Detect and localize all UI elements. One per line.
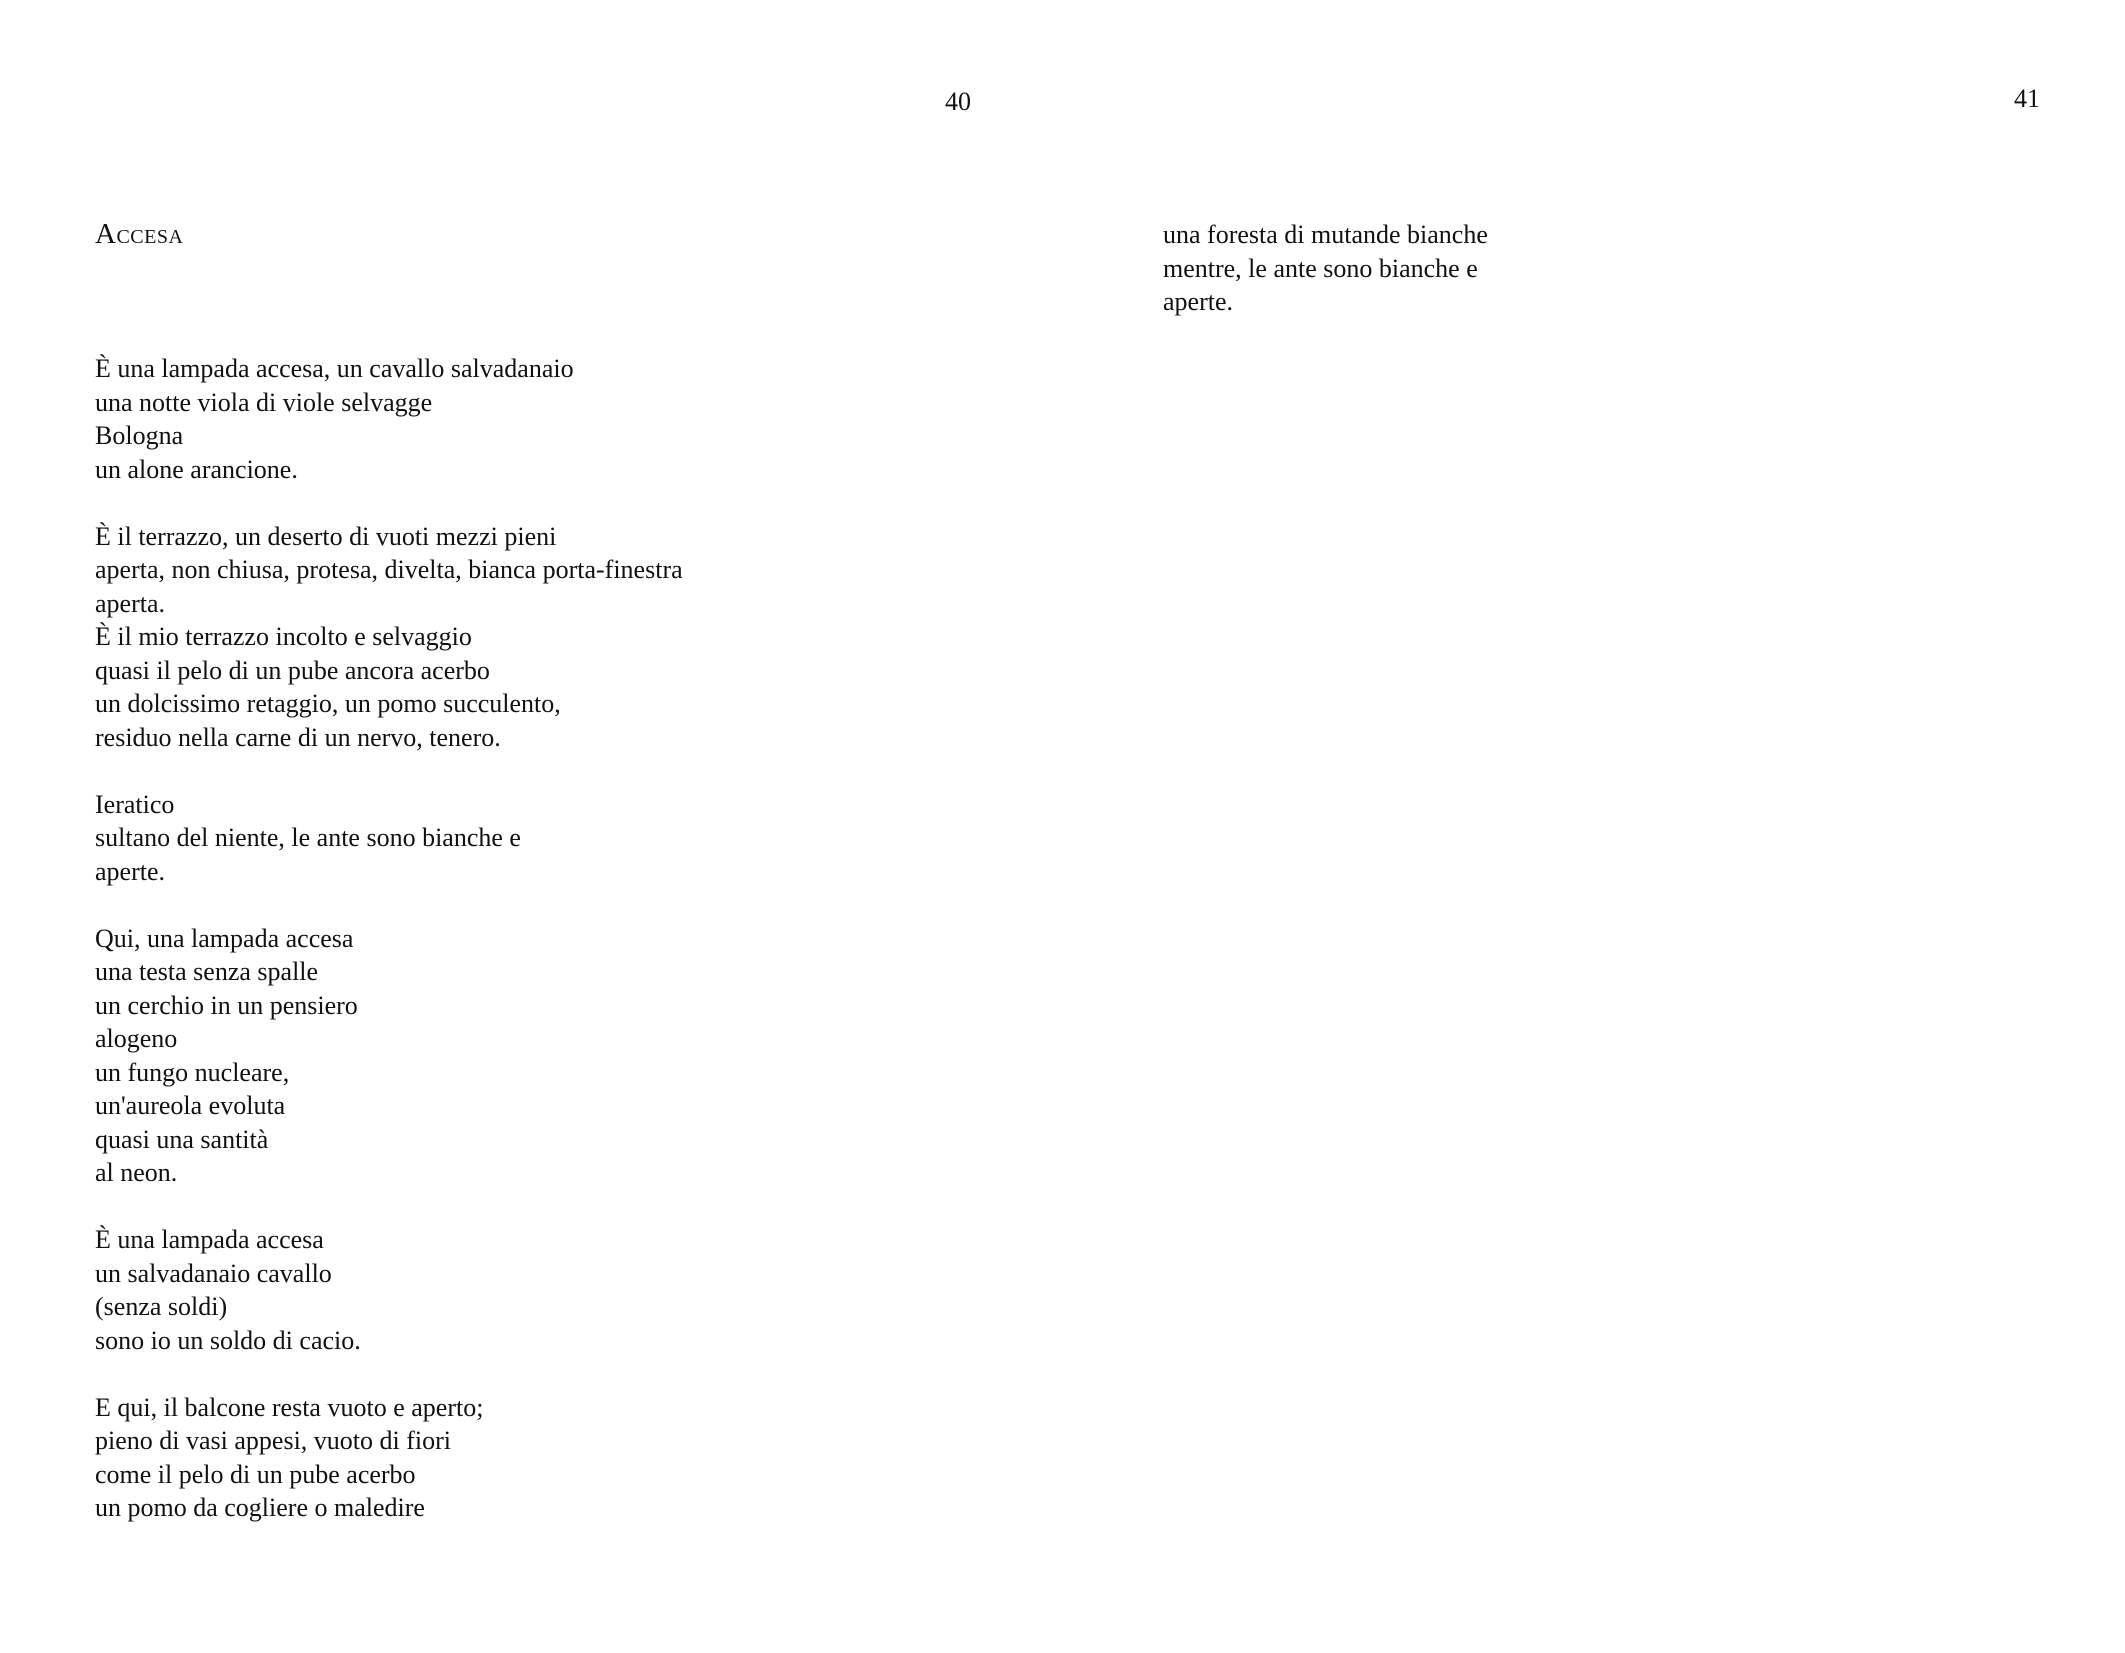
verse-line: Ieratico — [95, 789, 175, 819]
verse-line: pieno di vasi appesi, vuoto di fiori — [95, 1426, 452, 1455]
verse-line: Bologna — [95, 421, 184, 450]
verse-line: aperte. — [95, 856, 166, 886]
stanza-3 — [95, 788, 995, 889]
verse-line: una testa senza spalle — [95, 957, 319, 986]
verse-line: alogeno — [95, 1024, 178, 1053]
verse-line: quasi il pelo di un pube ancora acerbo — [95, 655, 490, 685]
page-number-right: 41 — [2014, 84, 2040, 113]
verse-line: una foresta di mutande bianche — [1163, 220, 1488, 249]
verse-line: un salvadanaio cavallo — [95, 1258, 332, 1288]
verse-line: un pomo da cogliere o maledire — [95, 1493, 425, 1522]
verse-line: al neon. — [95, 1158, 178, 1187]
verse-line: È una lampada accesa — [95, 1225, 324, 1254]
verse-line: mentre, le ante sono bianche e — [1163, 253, 1478, 283]
verse-line: (senza soldi) — [95, 1292, 228, 1321]
stanza-1 — [95, 352, 995, 486]
verse-line: un fungo nucleare, — [95, 1057, 290, 1087]
verse-line: aperta, non chiusa, protesa, divelta, bianca porta-finestra — [95, 555, 683, 584]
verse-line: È il terrazzo, un deserto di vuoti mezzi pieni — [95, 521, 557, 551]
verse-line: quasi una santità — [95, 1124, 269, 1154]
page-number-left: 40 — [945, 87, 971, 116]
poem-title: Accesa — [95, 218, 184, 250]
verse-line: un alone arancione. — [95, 454, 298, 484]
left-page-text — [95, 352, 995, 1525]
verse-line: È il mio terrazzo incolto e selvaggio — [95, 622, 472, 651]
verse-line: una notte viola di viole selvagge — [95, 387, 433, 417]
verse-line: un'aureola evoluta — [95, 1091, 286, 1120]
right-page-text — [1163, 218, 2063, 319]
verse-line: residuo nella carne di un nervo, tenero. — [95, 722, 501, 752]
verse-line: aperta. — [95, 588, 166, 618]
stanza-6 — [95, 1391, 995, 1525]
stanza-2 — [95, 520, 995, 755]
stanza-7 — [1163, 218, 2063, 319]
verse-line: È una lampada accesa, un cavallo salvadanaio — [95, 354, 574, 383]
verse-line: E qui, il balcone resta vuoto e aperto; — [95, 1392, 484, 1422]
stanza-4 — [95, 922, 995, 1190]
verse-line: Qui, una lampada accesa — [95, 923, 354, 953]
verse-line: sultano del niente, le ante sono bianche e — [95, 823, 521, 852]
stanza-5 — [95, 1223, 995, 1357]
verse-line: aperte. — [1163, 287, 1234, 316]
verse-line: un dolcissimo retaggio, un pomo succulento, — [95, 689, 561, 718]
verse-line: come il pelo di un pube acerbo — [95, 1459, 416, 1489]
verse-line: sono io un soldo di cacio. — [95, 1325, 361, 1355]
verse-line: un cerchio in un pensiero — [95, 990, 358, 1020]
